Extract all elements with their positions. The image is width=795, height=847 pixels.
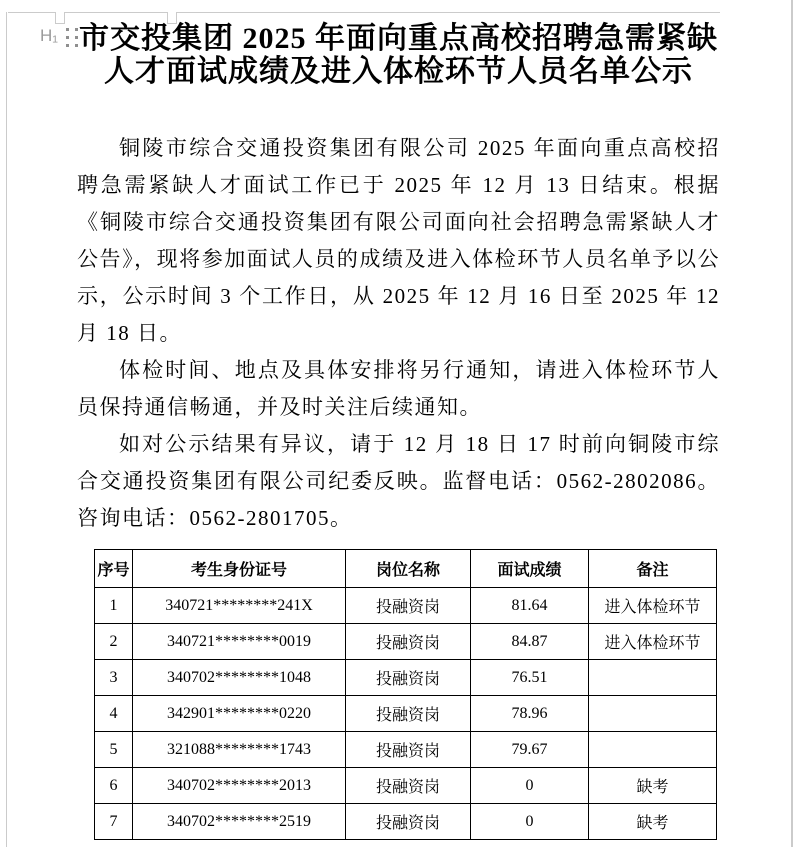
table-row [95, 696, 717, 732]
table-row [95, 588, 717, 624]
table-cell: 79.67 [471, 732, 589, 768]
header-cell: 备注 [589, 550, 717, 588]
paragraph-announcement-intro: 铜陵市综合交通投资集团有限公司 2025 年面向重点高校招聘急需紧缺人才面试工作已于 2025 年 12 月 13 日结束。根据《铜陵市综合交通投资集团有限公司面向社会招聘急需紧缺人才公告》，现将参加面试人员的成绩及进入体检环节人员名单予以公示，公示时间 3 个工作日，从 2025 年 12 月 16 日至 2025 年 12 月 18 日。 [77, 136, 720, 345]
header-cell: 考生身份证号 [133, 550, 346, 588]
table-cell: 84.87 [471, 624, 589, 660]
table-cell: 投融资岗 [346, 624, 471, 660]
announcement-body [77, 130, 720, 537]
table-row [95, 660, 717, 696]
heading-level-icon[interactable]: H₁ [40, 26, 59, 45]
table-row [95, 732, 717, 768]
table-cell: 缺考 [589, 768, 717, 804]
table-cell: 340721********0019 [133, 624, 346, 660]
table-cell: 投融资岗 [346, 696, 471, 732]
header-cell: 岗位名称 [346, 550, 471, 588]
table-cell: 投融资岗 [346, 804, 471, 840]
table-cell [589, 732, 717, 768]
table-cell: 进入体检环节 [589, 588, 717, 624]
chrome-notch [55, 12, 65, 24]
table-cell: 342901********0220 [133, 696, 346, 732]
table-cell: 1 [95, 588, 133, 624]
table-cell: 缺考 [589, 804, 717, 840]
page-top-edge-line [8, 12, 720, 13]
table-row [95, 624, 717, 660]
table-row [95, 804, 717, 840]
document-content [77, 22, 720, 840]
table-cell: 投融资岗 [346, 768, 471, 804]
header-cell: 序号 [95, 550, 133, 588]
results-table-head-row [95, 550, 717, 588]
results-table-body [95, 588, 717, 840]
table-cell: 投融资岗 [346, 660, 471, 696]
page-left-edge-line [6, 12, 7, 847]
heading-gutter [40, 26, 78, 47]
paragraph-physical-exam-notice: 体检时间、地点及具体安排将另行通知，请进入体检环节人员保持通信畅通，并及时关注后续通知。 [77, 358, 720, 419]
table-cell: 76.51 [471, 660, 589, 696]
table-cell: 340721********241X [133, 588, 346, 624]
page-right-edge-line [791, 0, 793, 847]
table-cell: 2 [95, 624, 133, 660]
header-cell: 面试成绩 [471, 550, 589, 588]
table-cell: 340702********2013 [133, 768, 346, 804]
table-cell: 6 [95, 768, 133, 804]
table-cell: 340702********2519 [133, 804, 346, 840]
table-cell: 340702********1048 [133, 660, 346, 696]
table-cell [589, 696, 717, 732]
table-cell: 5 [95, 732, 133, 768]
table-cell [589, 660, 717, 696]
paragraph-objection-contacts: 如对公示结果有异议，请于 12 月 18 日 17 时前向铜陵市综合交通投资集团有限公司纪委反映。监督电话：0562-2802086。咨询电话：0562-2801705。 [77, 432, 720, 530]
table-cell: 投融资岗 [346, 588, 471, 624]
table-cell: 4 [95, 696, 133, 732]
table-row [95, 768, 717, 804]
page-title: 市交投集团 2025 年面向重点高校招聘急需紧缺人才面试成绩及进入体检环节人员名单公示 [79, 22, 718, 88]
table-cell: 0 [471, 768, 589, 804]
table-cell: 进入体检环节 [589, 624, 717, 660]
table-cell: 321088********1743 [133, 732, 346, 768]
table-cell: 0 [471, 804, 589, 840]
results-table [94, 549, 717, 840]
table-cell: 7 [95, 804, 133, 840]
table-cell: 投融资岗 [346, 732, 471, 768]
table-cell: 3 [95, 660, 133, 696]
table-cell: 78.96 [471, 696, 589, 732]
table-cell: 81.64 [471, 588, 589, 624]
